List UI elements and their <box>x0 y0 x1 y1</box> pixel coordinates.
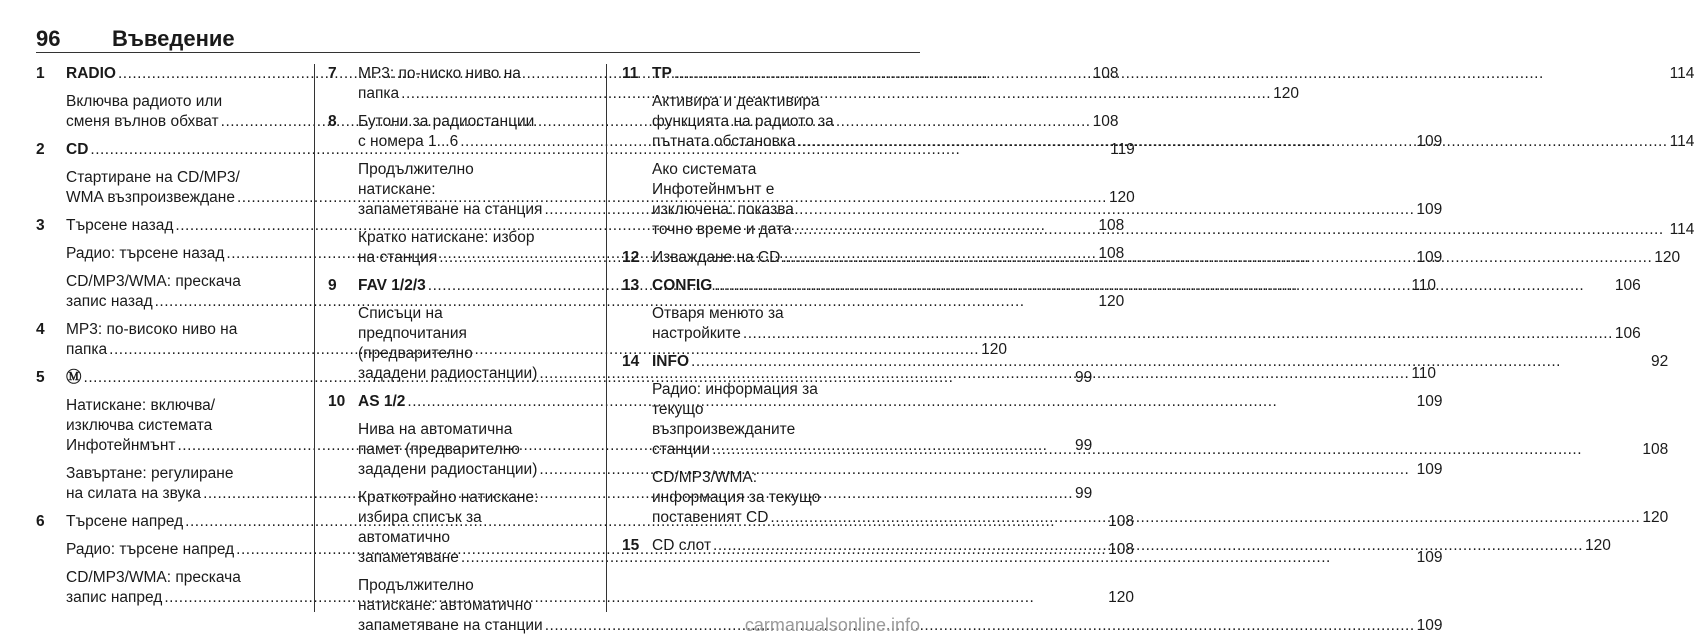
entry-heading <box>652 352 1668 372</box>
entry-number: 3 <box>36 217 45 234</box>
entry-text: Изваждане на CD <box>652 249 781 266</box>
page-ref: 108 <box>1092 65 1119 82</box>
entry-text: изключена: показва <box>652 201 794 218</box>
entry-text: Списъци на <box>358 305 443 322</box>
dot-leader <box>714 276 1613 296</box>
entry-text: зададени радиостанции) <box>358 461 538 478</box>
entry-number: 12 <box>622 249 640 266</box>
column-divider <box>606 64 607 612</box>
entry-text: точно време и дата <box>652 221 792 238</box>
entry-text: Търсене напред <box>66 513 184 530</box>
entry-text: Търсене назад <box>66 217 174 234</box>
page-ref: 120 <box>1108 589 1135 606</box>
entry-body <box>652 248 1680 268</box>
page-ref: 110 <box>1411 277 1437 294</box>
entry-text: информация за текущо <box>652 489 821 506</box>
page-ref: 108 <box>1108 513 1135 530</box>
entry-text: запаметяване на станция <box>358 201 543 218</box>
page-ref: 109 <box>1416 549 1443 566</box>
entry-text: зададени радиостанции) <box>358 365 538 382</box>
entry-text: CD/MP3/WMA: прескача <box>66 273 241 290</box>
sub-entry-line <box>652 324 1641 344</box>
page-ref: 99 <box>1075 437 1093 454</box>
entry-body <box>652 64 1694 240</box>
page-ref: 108 <box>1108 541 1135 558</box>
entry-text: FAV 1/2/3 <box>358 277 426 294</box>
sub-entry <box>652 468 1668 528</box>
page-ref: 120 <box>981 341 1007 358</box>
entry-text: Продължително <box>358 161 474 178</box>
page-ref: 120 <box>1273 85 1299 102</box>
entry-text: натискане: <box>358 181 436 198</box>
dot-leader <box>712 440 1640 460</box>
page-ref: 120 <box>1098 293 1125 310</box>
entry-text: памет (предварително <box>358 441 520 458</box>
entry-number: 8 <box>328 113 337 130</box>
entry-text: INFO <box>652 353 690 370</box>
page-ref: 108 <box>1098 217 1125 234</box>
entry-text: Включва радиото или <box>66 93 223 110</box>
entry-text: Радио: търсене напред <box>66 541 235 558</box>
entry-number: 2 <box>36 141 45 158</box>
sub-entry-line <box>652 508 1668 528</box>
entry-text: Отваря менюто за <box>652 305 784 322</box>
entry-text: с номера 1...6 <box>358 133 459 150</box>
dot-leader <box>674 64 1668 84</box>
entry-text: WMA възпроизвеждане <box>66 189 235 206</box>
page-number: 96 <box>36 26 61 51</box>
entry-text: избира списък за <box>358 509 482 526</box>
entry-text: MP3: по-ниско ниво на <box>358 65 521 82</box>
entry-heading <box>652 248 1680 268</box>
page-ref: 92 <box>1651 353 1669 370</box>
dot-leader <box>798 132 1668 152</box>
page-ref: 109 <box>1416 617 1443 634</box>
entry-number: 5 <box>36 369 45 386</box>
watermark: carmanualsonline.info <box>744 615 920 635</box>
entry-text: Стартиране на CD/MP3/ <box>66 169 240 186</box>
entry-text: станции <box>652 441 711 458</box>
page-ref: 99 <box>1075 369 1093 386</box>
page-ref: 114 <box>1669 133 1694 150</box>
entry-heading <box>652 536 1611 556</box>
entry-text: запаметяване на станции <box>358 617 543 634</box>
entry-text: Продължително <box>358 577 474 594</box>
entry-text: Радио: търсене назад <box>66 245 225 262</box>
entry-text: AS 1/2 <box>358 393 406 410</box>
page-ref: 120 <box>1642 509 1669 526</box>
entry-text: CD/MP3/WMA: <box>652 469 758 486</box>
dot-leader <box>770 508 1640 528</box>
entry-text: CONFIG <box>652 277 713 294</box>
page-ref: 119 <box>1110 141 1135 158</box>
page-ref: 120 <box>1108 189 1135 206</box>
entry-text: папка <box>66 341 108 358</box>
entry-number: 14 <box>622 353 640 370</box>
entry-text: сменя вълнов обхват <box>66 113 219 130</box>
entry-number: 15 <box>622 537 640 554</box>
entry-text: на силата на звука <box>66 485 202 502</box>
page-ref: 120 <box>1585 537 1611 554</box>
entry-text: CD/MP3/WMA: прескача <box>66 569 241 586</box>
header-rule <box>36 52 920 53</box>
page-ref: 108 <box>1098 245 1125 262</box>
entry-text: Бутони за радиостанции <box>358 113 535 130</box>
page-ref: 114 <box>1669 221 1694 238</box>
entry-text: Завъртане: регулиране <box>66 465 234 482</box>
entry-text: възпроизвежданите <box>652 421 796 438</box>
entry-text: автоматично <box>358 529 451 546</box>
page-ref: 114 <box>1669 65 1694 82</box>
dot-leader <box>743 324 1613 344</box>
entry-number: 7 <box>328 65 337 82</box>
page-ref: 99 <box>1075 485 1093 502</box>
column-divider <box>314 64 315 612</box>
sub-entry-line <box>652 132 1694 152</box>
entry-body <box>652 276 1641 344</box>
page-title: Въведение <box>112 26 235 51</box>
page-ref: 109 <box>1416 461 1443 478</box>
page-ref: 106 <box>1614 277 1641 294</box>
entry-text: CD слот <box>652 537 712 554</box>
dot-leader <box>794 220 1668 240</box>
dot-leader <box>782 248 1652 268</box>
entry-text: на станция <box>358 249 438 266</box>
entry-text: Активира и деактивира <box>652 93 820 110</box>
entry-text: папка <box>358 85 400 102</box>
page-ref: 108 <box>1642 441 1669 458</box>
entry-text: запаметяване <box>358 549 459 566</box>
entry-body <box>652 536 1611 556</box>
entry-text: MP3: по-високо ниво на <box>66 321 238 338</box>
power-icon: Ⓜ <box>66 369 82 386</box>
sub-entry <box>652 304 1641 344</box>
entry-text: Нива на автоматична <box>358 421 513 438</box>
page-ref: 108 <box>1092 113 1119 130</box>
entry-text: Краткотрайно натискане: <box>358 489 539 506</box>
page-ref: 110 <box>1411 365 1437 382</box>
entry-text: Инфотейнмънт е <box>652 181 775 198</box>
entry-text: (предварително <box>358 345 473 362</box>
entry-text: пътната обстановка <box>652 133 796 150</box>
entry-body <box>652 352 1668 528</box>
page-ref: 109 <box>1416 201 1443 218</box>
page-ref: 109 <box>1416 133 1443 150</box>
entry-text: изключва системата <box>66 417 213 434</box>
sub-entry <box>652 380 1668 460</box>
entry-text: CD <box>66 141 89 158</box>
entry-text: натискане: автоматично <box>358 597 532 614</box>
entry-text: поставеният CD <box>652 509 769 526</box>
sub-entry-line <box>652 440 1668 460</box>
sub-entry <box>652 160 1694 240</box>
entry-text: Ако системата <box>652 161 757 178</box>
page-ref: 106 <box>1614 325 1641 342</box>
dot-leader <box>713 536 1583 556</box>
sub-entry <box>652 92 1694 152</box>
entry-number: 11 <box>622 65 639 82</box>
entry-text: TP <box>652 65 672 82</box>
entry-number: 1 <box>36 65 45 82</box>
entry-heading <box>652 276 1641 296</box>
entry-number: 13 <box>622 277 640 294</box>
page-ref: 109 <box>1416 249 1443 266</box>
entry-number: 9 <box>328 277 337 294</box>
dot-leader <box>545 616 1415 636</box>
dot-leader <box>691 352 1649 372</box>
sub-entry-line <box>652 220 1694 240</box>
entry-number: 10 <box>328 393 346 410</box>
page-ref: 120 <box>1654 249 1681 266</box>
entry-text: предпочитания <box>358 325 467 342</box>
entry-text: запис напред <box>66 589 163 606</box>
entry-text: RADIO <box>66 65 116 82</box>
entry-text: Инфотейнмънт <box>66 437 176 454</box>
entry-number: 4 <box>36 321 45 338</box>
entry-text: Радио: информация за <box>652 381 818 398</box>
page-header <box>36 26 920 54</box>
entry-text: функцията на радиото за <box>652 113 834 130</box>
entry-heading <box>652 64 1694 84</box>
entry-text: запис назад <box>66 293 153 310</box>
entry-text: текущо <box>652 401 704 418</box>
entry-text: настройките <box>652 325 741 342</box>
page-ref: 109 <box>1416 393 1443 410</box>
entry-text: Кратко натискане: избор <box>358 229 535 246</box>
entry-number: 6 <box>36 513 45 530</box>
entry-text: Натискане: включва/ <box>66 397 216 414</box>
